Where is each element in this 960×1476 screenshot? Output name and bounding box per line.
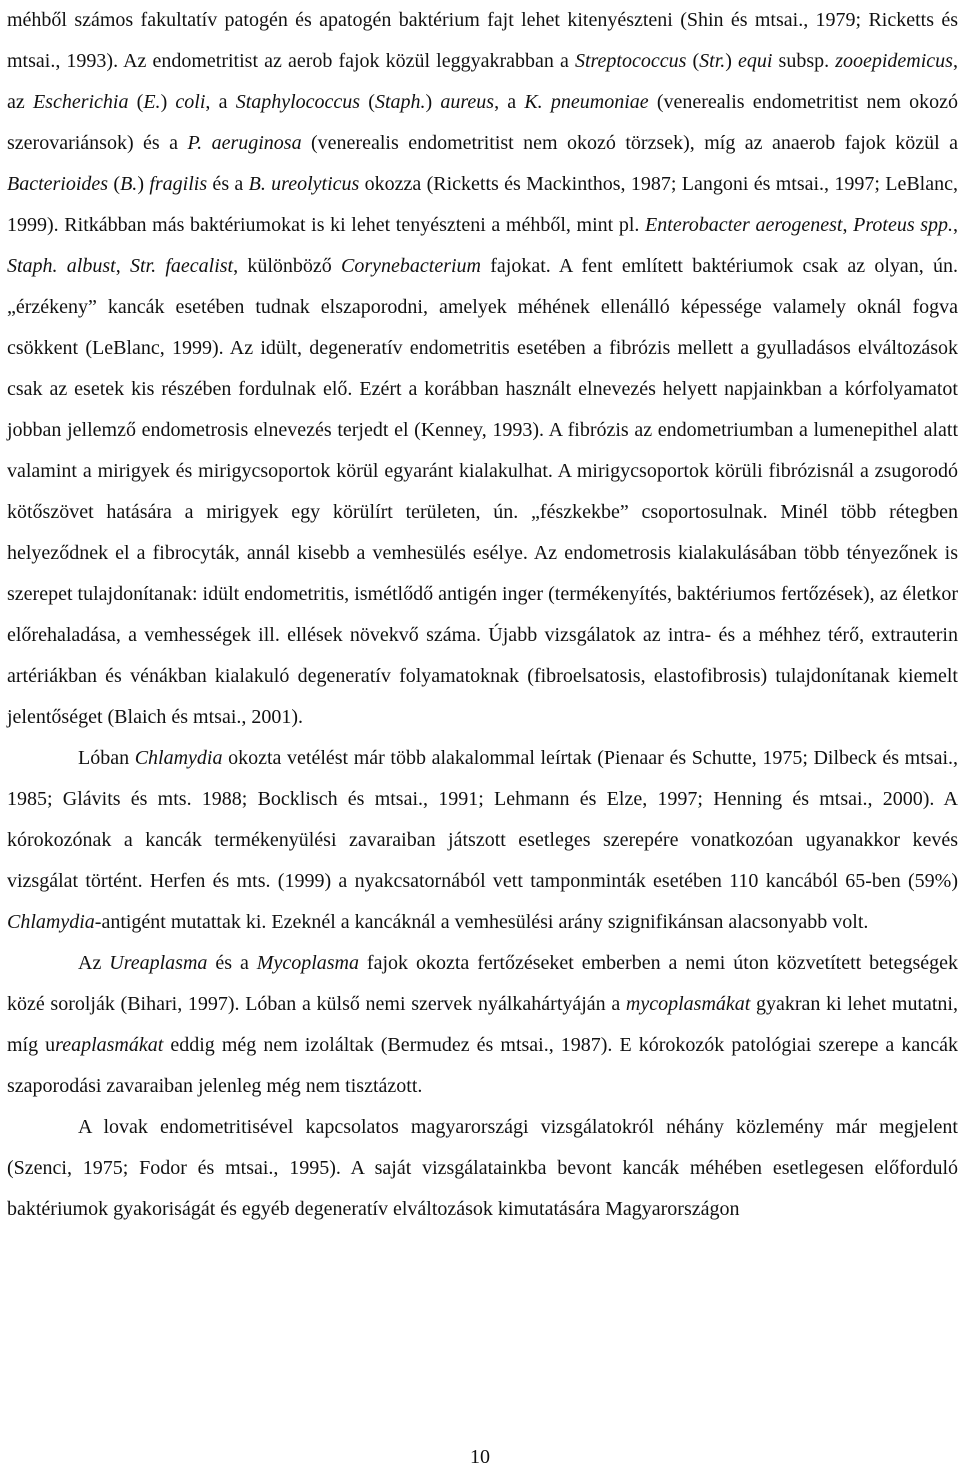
text-segment: okozza (Ricketts és Mackinthos, 1987; Langoni és mtsai., 1997; LeBlanc, 1999). Ritkábban más baktériumokat is ki lehet tenyészteni a méhből, mint pl. [7, 173, 958, 236]
text-segment: méhből számos fakultatív patogén és apatogén baktérium fajt lehet kitenyészteni (Shin és mtsai., 1979; Ricketts és mtsai., 1993). Az endometritist az aerob fajok közül leggyakrabban a [7, 9, 958, 72]
italic-text-segment: P. aeruginosa [187, 132, 302, 154]
italic-text-segment: Escherichia [32, 91, 129, 113]
italic-text-segment: B. ureolyticus [248, 173, 360, 195]
italic-text-segment: Ureaplasma [109, 952, 208, 974]
italic-text-segment: Proteus spp. [853, 214, 954, 236]
italic-text-segment: equi [738, 50, 773, 72]
text-segment: ) [725, 50, 739, 72]
text-segment: eddig még nem izoláltak (Bermudez és mtsai., 1987). E kórokozók patológiai szerepe a kancák szaporodási zavaraiban jelenleg még nem tisztázott. [7, 1034, 958, 1097]
paragraph-4 [7, 1107, 958, 1230]
text-segment: (venerealis endometritist nem okozó szerovariánsok) és a [7, 91, 958, 154]
text-segment: , az [7, 50, 958, 113]
text-segment: ( [686, 50, 700, 72]
text-segment: okozta vetélést már több alakalommal leírtak (Pienaar és Schutte, 1975; Dilbeck és mtsai., 1985; Glávits és mts. 1988; Bocklisch és mtsai., 1991; Lehmann és Elze, 1997; Henning és mtsai., 2000). A kórokozónak a kancák termékenyülési zavaraiban játszott esetleges szerepére vonatkozóan ugyanakkor kevés vizsgálat történt. Herfen és mts. (1999) a nyakcsatornából vett tamponminták esetében 110 kancából 65-ben (59%) [7, 747, 959, 892]
italic-text-segment: mycoplasmákat [625, 993, 751, 1015]
italic-text-segment: Str. faecalist [129, 255, 234, 277]
italic-text-segment: Staph. albust [7, 255, 116, 277]
text-segment: ( [108, 173, 121, 195]
text-segment: ) [425, 91, 441, 113]
page-number: 10 [470, 1446, 490, 1468]
text-segment: ( [128, 91, 144, 113]
italic-text-segment: reaplasmákat [55, 1034, 164, 1056]
italic-text-segment: Chlamydia [134, 747, 223, 769]
italic-text-segment: fragilis [149, 173, 208, 195]
text-segment: Az [78, 952, 110, 974]
italic-text-segment: Corynebacterium [341, 255, 482, 277]
paragraph-2 [7, 738, 958, 943]
text-segment: (venerealis endometritist nem okozó törzsek), míg az anaerob fajok közül a [301, 132, 958, 154]
italic-text-segment: Str. [699, 50, 726, 72]
italic-text-segment: Bacterioides [7, 173, 109, 195]
text-segment: ) [160, 91, 176, 113]
italic-text-segment: Chlamydia [7, 911, 95, 933]
text-segment: ( [360, 91, 375, 113]
text-segment: -antigént mutattak ki. Ezeknél a kancáknál a vemhesülési arány szignifikánsan alacsonyabb volt. [94, 911, 869, 933]
paragraph-3 [7, 943, 958, 1107]
text-segment: , [115, 255, 130, 277]
text-segment: , különböző [233, 255, 342, 277]
italic-text-segment: E. [143, 91, 161, 113]
text-segment: , a [205, 91, 236, 113]
text-segment: gyakran ki lehet mutatni, míg u [7, 993, 958, 1056]
italic-text-segment: Streptococcus [574, 50, 687, 72]
text-segment: fajokat. A fent említett baktériumok csak az olyan, ún. „érzékeny” kancák esetében tudnak elszaporodni, amelyek méhének ellenálló képessége valamely oknál fogva csökkent (LeBlanc, 1999). Az idült, degeneratív endometritis esetében a fibrózis mellett a gyulladásos elváltozások csak az esetek kis részében fordulnak elő. Ezért a korábban használt elnevezés helyett napjainkban a kórfolyamatot jobban jellemző endometrosis elnevezés terjedt el (Kenney, 1993). A fibrózis az endometriumban a lumenepithel alatt valamint a mirigyek és mirigycsoportok körül egyaránt kialakulhat. A mirigycsoportok körüli fibrózisnál a zsugorodó kötőszövet hatására a mirigyek egy körülírt területen, ún. „fészkekbe” csoportosulnak. Minél több rétegben helyeződnek el a fibrocyták, annál kisebb a vemhesülés esélye. Az endometrosis kialakulásában több tényezőnek is szerepet tulajdonítanak: idült endometritis, ismétlődő antigén inger (termékenyítés, baktériumos fertőzések), az életkor előrehaladása, a vemhességek ill. ellések növekvő száma. Újabb vizsgálatok az intra- és a méhhez térő, extrauterin artériákban és vénákban kialakuló degeneratív folyamatoknak (fibroelsatosis, elastofibrosis) tulajdonítanak kiemelt jelentőséget (Blaich és mtsai., 2001). [7, 255, 959, 728]
text-segment: Lóban [78, 747, 135, 769]
text-segment: ) [137, 173, 150, 195]
text-segment: A lovak endometritisével kapcsolatos magyarországi vizsgálatokról néhány közlemény már megjelent (Szenci, 1975; Fodor és mtsai., 1995). A saját vizsgálatainkba bevont kancák méhében esetlegesen előforduló baktériumok gyakoriságát és egyéb degeneratív elváltozások kimutatására Magyarországon [7, 1116, 958, 1220]
italic-text-segment: zooepidemicus [835, 50, 953, 72]
italic-text-segment: Mycoplasma [256, 952, 359, 974]
text-segment: , [842, 214, 854, 236]
italic-text-segment: B. [120, 173, 138, 195]
document-body [7, 0, 958, 1230]
text-segment: , a [494, 91, 525, 113]
italic-text-segment: K. pneumoniae [524, 91, 649, 113]
paragraph-1 [7, 0, 958, 738]
italic-text-segment: Enterobacter aerogenest [645, 214, 843, 236]
italic-text-segment: coli [175, 91, 206, 113]
text-segment: fajok okozta fertőzéseket emberben a nemi úton közvetített betegségek közé sorolják (Bihari, 1997). Lóban a külső nemi szervek nyálkahártyáján a [7, 952, 958, 1015]
italic-text-segment: aureus [440, 91, 495, 113]
text-segment: és a [207, 173, 249, 195]
text-segment: subsp. [772, 50, 836, 72]
text-segment: és a [207, 952, 257, 974]
italic-text-segment: Staphylococcus [235, 91, 361, 113]
italic-text-segment: Staph. [374, 91, 426, 113]
text-segment: , [953, 214, 959, 236]
